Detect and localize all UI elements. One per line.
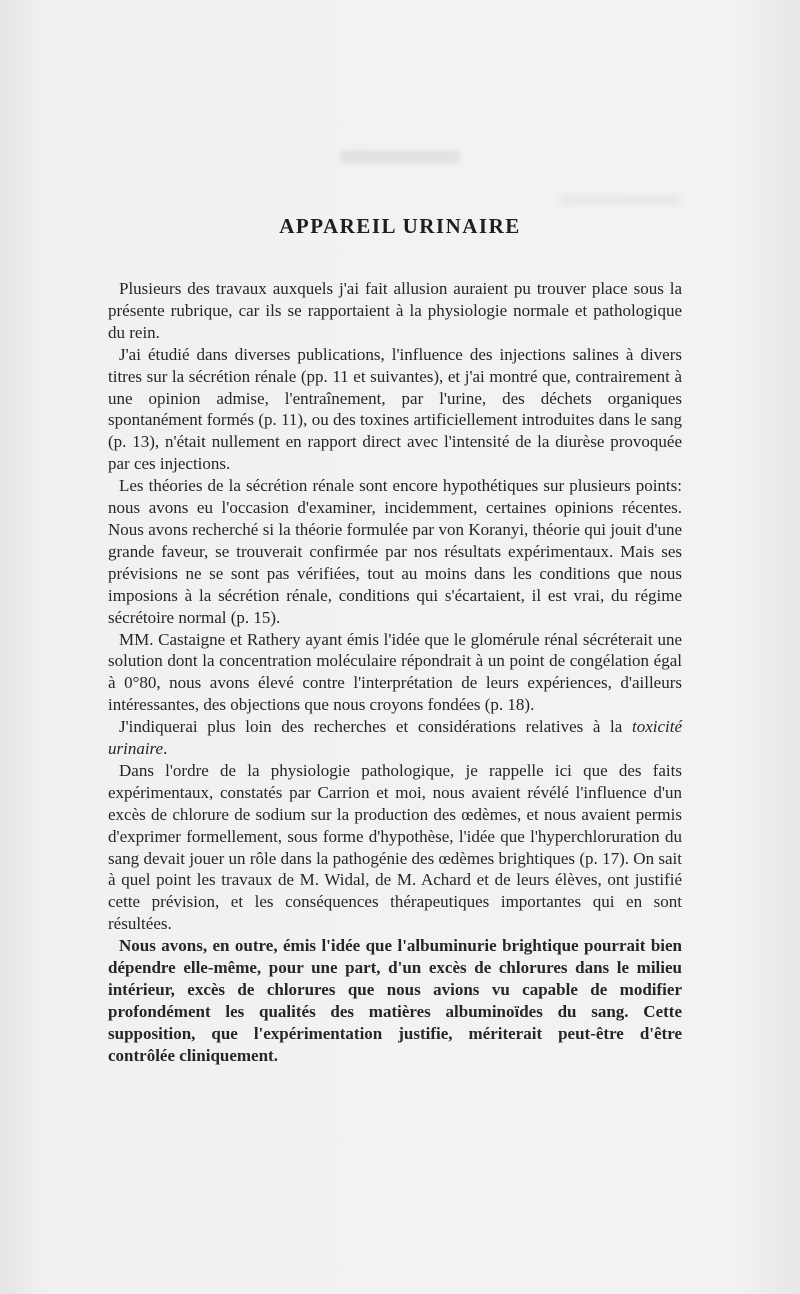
section-title: APPAREIL URINAIRE bbox=[279, 214, 521, 238]
paragraph-text: J'indiquerai plus loin des recherches et considérations relatives à la bbox=[119, 717, 632, 737]
italic-term: toxicité urinaire bbox=[108, 717, 682, 759]
paragraph: Les théories de la sécrétion rénale sont encore hypothétiques sur plusieurs points: nous avons eu l'occasion d'examiner, incidemment, certaines opinions récentes. Nous avons recherché si la théorie formulée par von Koranyi, théorie qui jouit d'une grande faveur, se trouverait confirmée par nos résultats expérimentaux. Mais ses prévisions ne se sont pas vérifiées, tout au moins dans les conditions que nous imposions à la sécrétion rénale, conditions qui s'écartaient, il est vrai, du régime sécrétoire normal (p. 15). bbox=[108, 476, 682, 627]
body-text bbox=[108, 278, 682, 1067]
paragraph: Nous avons, en outre, émis l'idée que l'albuminurie brightique pourrait bien dépendre elle-même, pour une part, d'un excès de chlorures dans le milieu intérieur, excès de chlorures que nous avions vu capable de modifier profondément les qualités des matières albuminoïdes du sang. Cette supposition, que l'expérimentation justifie, mériterait peut-être d'être contrôlée cliniquement. bbox=[108, 936, 682, 1065]
paragraph: MM. Castaigne et Rathery ayant émis l'idée que le glomérule rénal sécréterait une solution dont la concentration moléculaire répondrait à un point de congélation égal à 0°80, nous avons élevé contre l'interprétation de leurs expériences, d'ailleurs intéressantes, des objections que nous croyons fondées (p. 18). bbox=[108, 629, 682, 715]
paragraph: Dans l'ordre de la physiologie pathologique, je rappelle ici que des faits expérimentaux, constatés par Carrion et moi, nous avaient révélé l'influence d'un excès de chlorure de sodium sur la production des œdèmes, et nous avaient permis d'exprimer formellement, sous forme d'hypothèse, l'idée que l'hyperchloruration du sang devait jouer un rôle dans la pathogénie des œdèmes brightiques (p. 17). On sait à quel point les travaux de M. Widal, de M. Achard et de leurs élèves, ont justifié cette prévision, et les conséquences thérapeutiques importantes qui en sont résultées. bbox=[108, 760, 682, 934]
paragraph: J'ai étudié dans diverses publications, l'influence des injections salines à divers titres sur la sécrétion rénale (pp. 11 et suivantes), et j'ai montré que, contrairement à une opinion admise, l'entraînement, par l'urine, des déchets organiques spontanément formés (p. 11), ou des toxines artificiellement introduites dans le sang (p. 13), n'était nullement en rapport direct avec l'intensité de la diurèse provoquée par ces injections. bbox=[108, 344, 682, 474]
paragraph-text: . bbox=[163, 739, 168, 759]
bleed-through-mark bbox=[340, 150, 460, 164]
paragraph bbox=[108, 716, 682, 760]
paragraph: Plusieurs des travaux auxquels j'ai fait allusion auraient pu trouver place sous la présente rubrique, car ils se rapportaient à la physiologie normale et pathologique du rein. bbox=[108, 279, 682, 342]
bleed-through-mark bbox=[560, 195, 680, 205]
